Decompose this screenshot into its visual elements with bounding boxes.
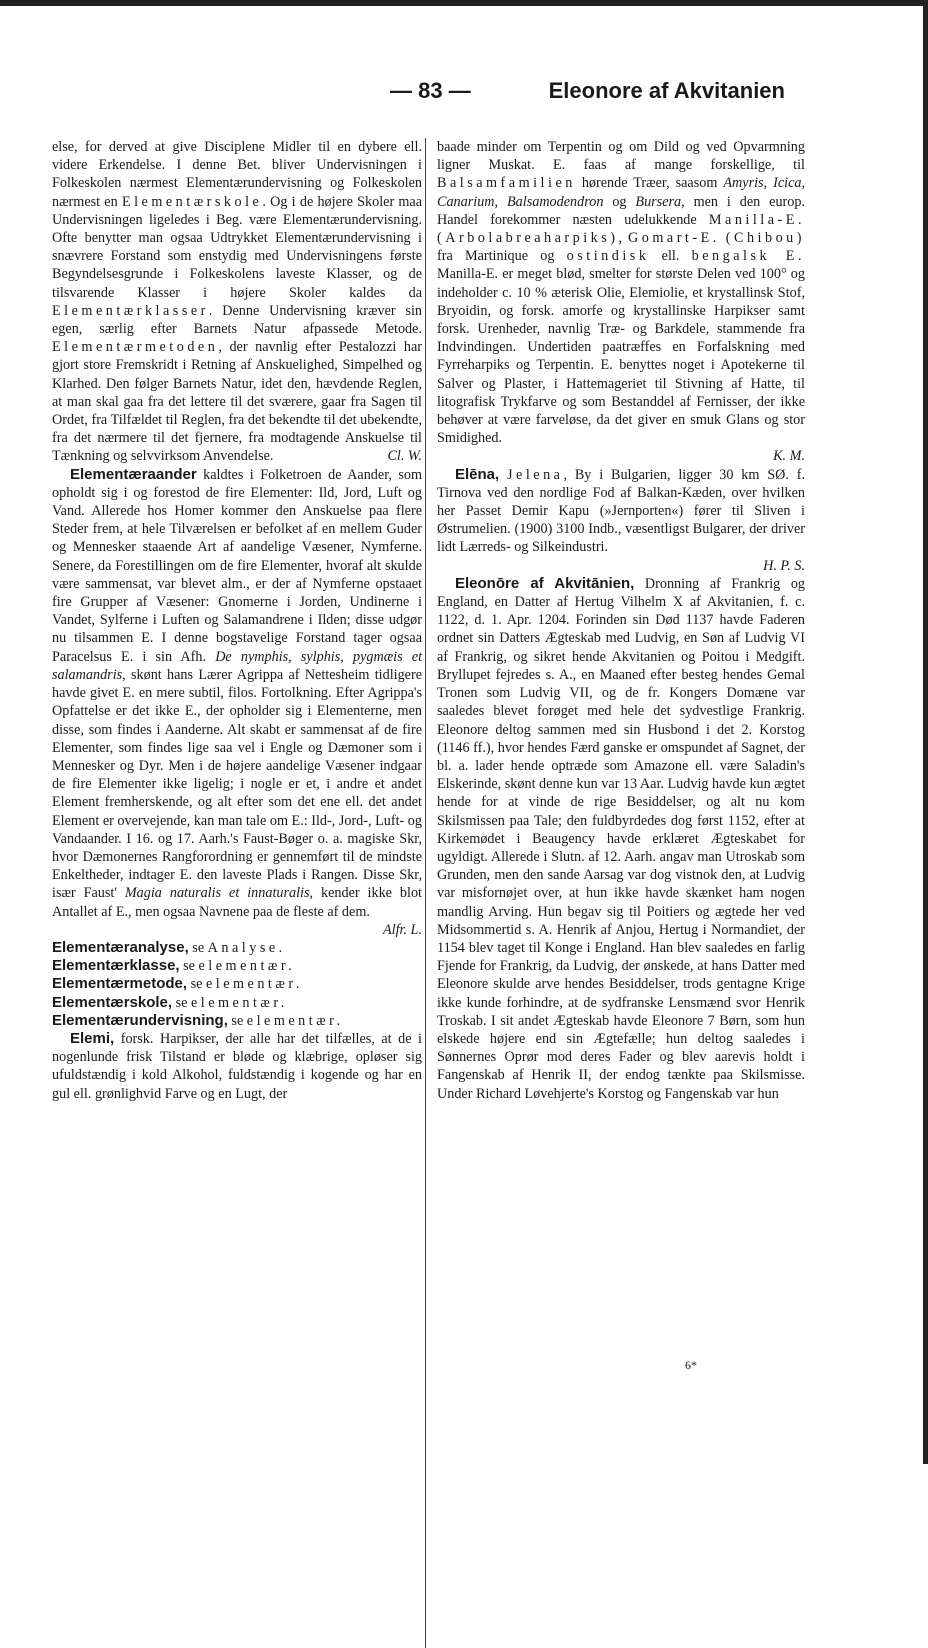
- printer-signature-mark: 6*: [685, 1358, 697, 1372]
- author-signature: Alfr. L.: [382, 921, 422, 938]
- author-signature: Cl. W.: [387, 448, 422, 465]
- xref-entry: Elementærundervisning, se elementær.: [52, 1011, 344, 1029]
- scan-border-right: [923, 0, 928, 1464]
- headword: Elementæraander: [70, 465, 197, 483]
- entry-elementaeraander: Elementæraander kaldtes i Folketroen de Aander, som opholdt sig i og forestod de fire Elementer: Ild, Jord, Luft og Vand. Allerede hos Homer kommer den Anskuelse paa flere Steder frem, at hele Tilværelsen er befolket af en mellem Guder og Mennesker staaende Art af aandelige Væsener, Nymferne. Senere, da Forestillingen om de fire Elementer, hvoraf alt skulde være sammensat, var blevet alm., er der af Nymferne opstaaet fire Grupper af Væsener: Gnomerne i Jorden, Undinerne i Vandet, Sylferne i Luften og Salamandrene i Ilden; disse udgør nu tilsammen E. I denne bogstavelige Forstand tager ogsaa Paracelsus E. i sin Afh. De nymphis, sylphis, pygmæis et salamandris, skønt hans Lærer Agrippa af Nettesheim tidligere havde givet E. en mere subtil, filos. Fortolkning. Efter Agrippa's Opfattelse er det ikke E., der opholder sig i Elementerne, men disse, som findes i Aanderne. Alt skabt er sammensat af de fire Elementer, som findes lige saa vel i Engle og Dæmoner som i Mennesker og Dyr. Men i de højere aandelige Væsener indgaar de fire Elementer ikke ligelig; i nogle er et, i andre et andet Element fremherskende, og alt efter som det ene ell. det andet Element er overvejende, kan man tale om E.: Ild-, Jord-, Luft- og Vandaander. I 16. og 17. Aarh.'s Faust-Bøger o. a. magiske Skr, hvor Dæmonernes Rangforordning er gennemført til de mindste Enkeltheder, indtager E. den laveste Plads i Rangen. Disse Skr, især Faust' Magia naturalis et innaturalis, kender ikke blot Antallet af E., men ogsaa Navnene paa de fleste af dem.: [52, 465, 423, 920]
- right-column: [437, 138, 805, 1103]
- page-number: — 83 —: [390, 78, 471, 103]
- headword: Elemi,: [70, 1029, 115, 1047]
- headword: Eleonōre af Akvitānien,: [455, 574, 635, 592]
- xref-entry: Elementæranalyse, se Analyse.: [52, 938, 286, 956]
- column-rule: [425, 138, 426, 1648]
- entry-elena: Elēna, Jelena, By i Bulgarien, ligger 30 km SØ. f. Tirnova ved den nordlige Fod af Balkan-Kæden, over hvilken her Passet Demir Kapu (»Jernporten«) fører til Sliven i Østrumelien. (1900) 3100 Indb., væsentligst Bulgarer, der driver lidt Lærreds- og Silkeindustri.: [437, 465, 805, 556]
- entry-elemi-continuation: baade minder om Terpentin og om Dild og ved Opvarmning ligner Muskat. E. faas af mange forskellige, til Balsamfamilien hørende Træer, saasom Amyris, Icica, Canarium, Balsamodendron og Bursera, men i den europ. Handel forekommer næsten udelukkende Manilla-E. (Arbolabreaharpiks), Gomart-E. (Chibou) fra Martinique og ostindisk ell. bengalsk E. Manilla-E. er meget blød, smelter for største Delen ved 100° og indeholder c. 10 % æterisk Olie, Elemiolie, et krystallinsk Stof, Bryoidin, og forsk. amorfe og krystallinske Harpikser samt forsk. Urenheder, navnlig Træ- og Barkdele, stammende fra Indvindingen. Undertiden paatræffes en Forfalskning med Fyrreharpiks og Terpentin. E. benyttes noget i Apotekerne til Salver og Plaster, i Hattemageriet til Stivning af Hatte, til litografisk Trykfarve og som Bestanddel af Fernisser, der ikke behøver at være farveløse, da det giver en smuk Glans og stor Smidighed.: [437, 139, 806, 447]
- xref-entry: Elementærmetode, se elementær.: [52, 975, 303, 993]
- headword: Elēna,: [455, 465, 500, 483]
- entry-elementaer-continuation: else, for derved at give Disciplene Midler til en dybere ell. videre Erkendelse. I denne Bet. bliver Undervisningen i Folkeskolen nærmest Elementærundervisning og Folkeskolen nærmest en Elementærskole. Og i de højere Skoler maa Undervisningen ligeledes i Beg. være Elementærundervisning. Ofte benytter man ogsaa Udtrykket Elementærundervisning i snævrere Forstand som enstydig med Undervisningens første Begyndelsesgrunde i Folkeskolens laveste Klasser, og de tilsvarende Klasser i højere Skoler kaldes da Elementærklasser. Denne Undervisning kræver sin egen, særlig efter Barnets Natur afpassede Metode. Elementærmetoden, der navnlig efter Pestalozzi har gjort store Fremskridt i Retning af Anskuelighed, Simpelhed og Klarhed. Den følger Barnets Natur, idet den, hævdende Reglen, at man skal gaa fra det lettere til det sværere, gaar fra Sagen til Ordet, fra Tilfældet til Reglen, fra det bekendte til det ubekendte, fra det nærmere til det fjernere, fra modtagende Anskuelse til Tænkning og selvvirksom Anvendelse. Cl. W.: [52, 139, 423, 465]
- author-signature: H. P. S.: [763, 557, 805, 574]
- entry-elemi: Elemi, forsk. Harpikser, der alle har det tilfælles, at de i nogenlunde frisk Tilstand er bløde og klæbrige, opløser sig ufuldstændig i kold Alkohol, fuldstændig i kogende og har en gul ell. grønlighvid Farve og en Lugt, der: [52, 1029, 422, 1102]
- entry-eleonore: Eleonōre af Akvitānien, Dronning af Frankrig og England, en Datter af Hertug Vilhelm X af Akvitanien, f. c. 1122, d. 1. Apr. 1204. Forinden sin Død 1137 havde Faderen ordnet sin Datters Ægteskab med Ludvig, en Søn af Ludvig VI af Frankrig, og sikret hende Akvitanien og Poitou i Medgift. Bryllupet fejredes s. A., en Maaned efter besteg hendes Gemal Tronen som Ludvig VII, og de fr. Kongers Domæne var saaledes blevet forøget med hele det sydvestlige Frankrig. Eleonore deltog sammen med sin Husbond i det 2. Korstog (1146 ff.), hvor hendes Færd ganske er omspundet af Sagnet, der bl. a. lader hende optræde som Amazone ell. være Saladin's Elskerinde, skønt denne kun var 13 Aar. Ludvig havde kun ægtet hende for at vinde de rige Besiddelser, og alt nu kom Skilsmissen paa Tale; den fuldbyrdedes dog først 1152, efter at Kirkemødet i Beaugency havde erklæret Ægteskabet for ugyldigt. Allerede i Slutn. af 12. Aarh. angav man Utroskab som Grunden, men den sande Aarsag var dog vistnok den, at Ludvig var misfornøjet over, at hun ikke havde skænket ham nogen mandlig Arving. Hun begav sig til Poitiers og ægtede her ved Midsommertid s. A. Henrik af Anjou, Hertug i Normandiet, der 1154 blev taget til Konge i England. Han blev saaledes en farlig Fjende for Frankrig, da Ludvig, der ønskede, at hans Datter med Eleonore skulde arve hendes Besiddelser, trods gentagne Krige ikke kunde forhindre, at de sydfranske Lensmænd svor Henrik Troskab. I sit andet Ægteskab havde Eleonore 7 Børn, som hun elskede højere end sin Ægtefælle; hun deltog saaledes i Sønnernes Oprør mod deres Fader og blev aarevis holdt i Fangenskab af Henrik II, der endog tænkte paa Skilsmisse. Under Richard Løvehjerte's Korstog og Fangenskab var hun: [437, 574, 806, 1102]
- scan-border-top: [0, 0, 928, 6]
- page-header: [55, 78, 785, 114]
- running-head: Eleonore af Akvitanien: [548, 78, 785, 103]
- xref-entry: Elementærklasse, se elementær.: [52, 957, 296, 975]
- left-column: [52, 138, 422, 1103]
- xref-entry: Elementærskole, se elementær.: [52, 993, 288, 1011]
- author-signature: K. M.: [773, 448, 805, 465]
